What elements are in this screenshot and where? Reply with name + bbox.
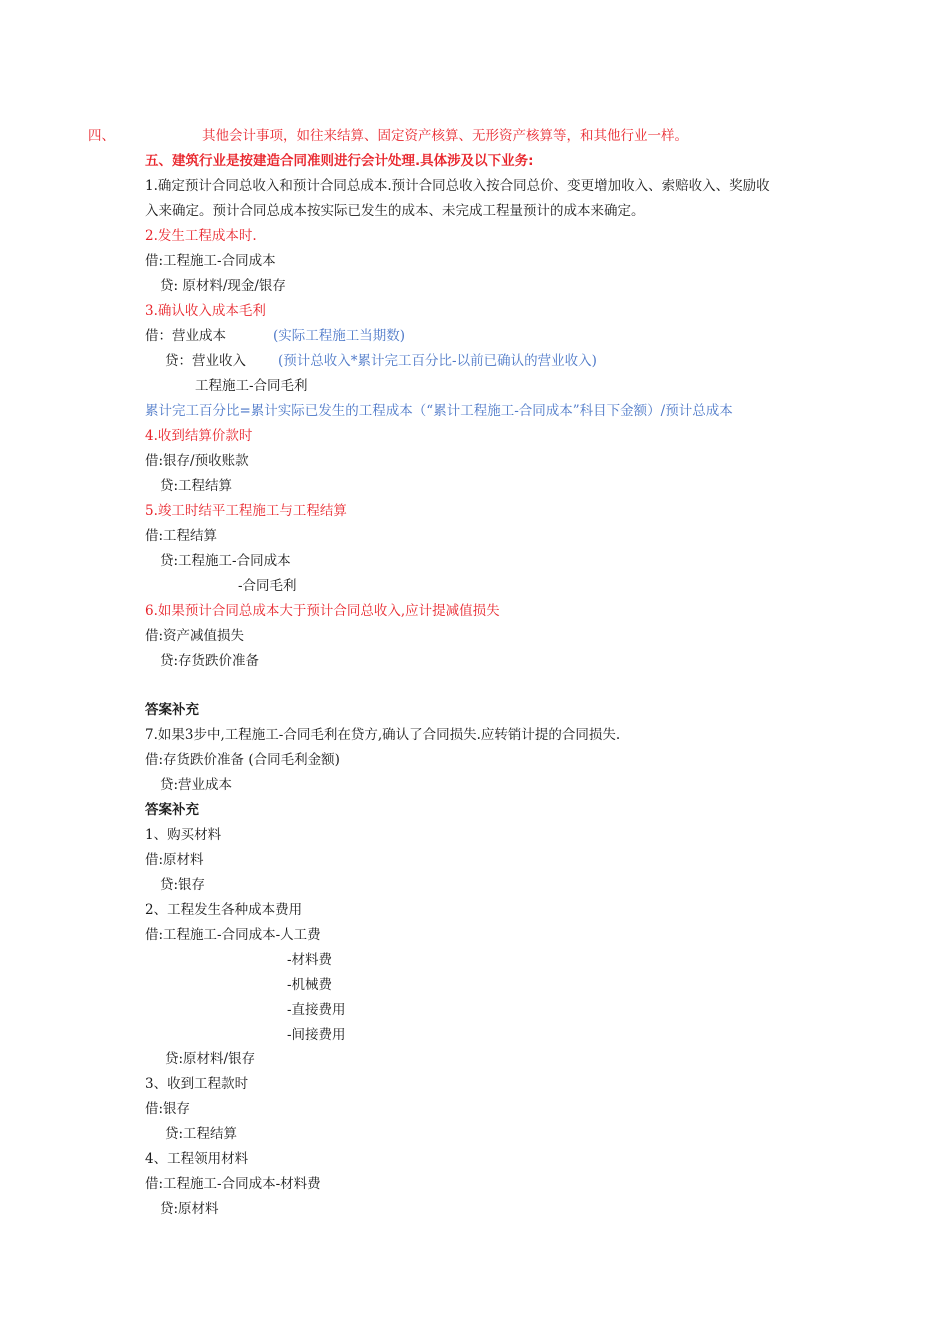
- supplement2-s3-credit: 贷:工程结算: [165, 1126, 238, 1142]
- item1-line1: 1.确定预计合同总收入和预计合同总成本.预计合同总收入按合同总价、变更增加收入、索赔收入、奖励收: [145, 178, 770, 194]
- item5-debit: 借:工程结算: [145, 528, 218, 544]
- supplement1-heading: 答案补充: [145, 702, 199, 718]
- item3-formula: 累计完工百分比=累计实际已发生的工程成本（“累计工程施工-合同成本”科目下金额）/预计总成本: [145, 403, 733, 419]
- supplement2-s3-debit: 借:银存: [145, 1101, 191, 1117]
- item3-debit: 借：营业成本: [145, 328, 226, 344]
- supplement2-s2-credit: 贷:原材料/银存: [165, 1051, 256, 1067]
- item2-debit: 借:工程施工-合同成本: [145, 253, 276, 269]
- item6-debit: 借:资产减值损失: [145, 628, 245, 644]
- item6-title: 6.如果预计合同总成本大于预计合同总收入,应计提减值损失: [145, 603, 500, 619]
- item4-debit: 借:银存/预收账款: [145, 453, 249, 469]
- supplement2-s4-debit: 借:工程施工-合同成本-材料费: [145, 1176, 321, 1192]
- supplement2-s2-sub3: -直接费用: [287, 1002, 346, 1018]
- item2-title: 2.发生工程成本时.: [145, 228, 257, 244]
- item3-debit-note: (实际工程施工当期数): [273, 328, 406, 344]
- supplement2-s1-debit: 借:原材料: [145, 852, 204, 868]
- item2-credit: 贷: 原材料/现金/银存: [160, 278, 286, 294]
- item3-credit: 贷：营业收入: [165, 353, 246, 369]
- supplement2-s1: 1、购买材料: [145, 827, 222, 843]
- supplement2-s2-debit: 借:工程施工-合同成本-人工费: [145, 927, 321, 943]
- item3-credit2: 工程施工-合同毛利: [195, 378, 308, 394]
- supplement1-credit: 贷:营业成本: [160, 777, 233, 793]
- supplement1-debit: 借:存货跌价准备 (合同毛利金额): [145, 752, 340, 768]
- item5-title: 5.竣工时结平工程施工与工程结算: [145, 503, 347, 519]
- item4-title: 4.收到结算价款时: [145, 428, 253, 444]
- supplement2-heading: 答案补充: [145, 802, 199, 818]
- item1-line2: 入来确定。预计合同总成本按实际已发生的成本、未完成工程量预计的成本来确定。: [145, 203, 645, 219]
- section5-heading: 五、建筑行业是按建造合同准则进行会计处理.具体涉及以下业务:: [145, 153, 534, 169]
- section4-text: 其他会计事项，如往来结算、固定资产核算、无形资产核算等，和其他行业一样。: [202, 128, 688, 144]
- supplement2-s2: 2、工程发生各种成本费用: [145, 902, 303, 918]
- supplement2-s2-sub1: -材料费: [287, 952, 333, 968]
- supplement2-s1-credit: 贷:银存: [160, 877, 206, 893]
- item4-credit: 贷:工程结算: [160, 478, 233, 494]
- supplement2-s4-credit: 贷:原材料: [160, 1201, 219, 1217]
- item5-credit2: -合同毛利: [238, 578, 297, 594]
- item6-credit: 贷:存货跌价准备: [160, 653, 260, 669]
- supplement2-s4: 4、工程领用材料: [145, 1151, 249, 1167]
- supplement1-line1: 7.如果3步中,工程施工-合同毛利在贷方,确认了合同损失.应转销计提的合同损失.: [145, 727, 621, 743]
- item5-credit: 贷:工程施工-合同成本: [160, 553, 291, 569]
- item3-credit-note: (预计总收入*累计完工百分比-以前已确认的营业收入): [278, 353, 597, 369]
- supplement2-s2-sub2: -机械费: [287, 977, 333, 993]
- item3-title: 3.确认收入成本毛利: [145, 303, 266, 319]
- supplement2-s2-sub4: -间接费用: [287, 1027, 346, 1043]
- supplement2-s3: 3、收到工程款时: [145, 1076, 249, 1092]
- section4-number: 四、: [88, 128, 115, 144]
